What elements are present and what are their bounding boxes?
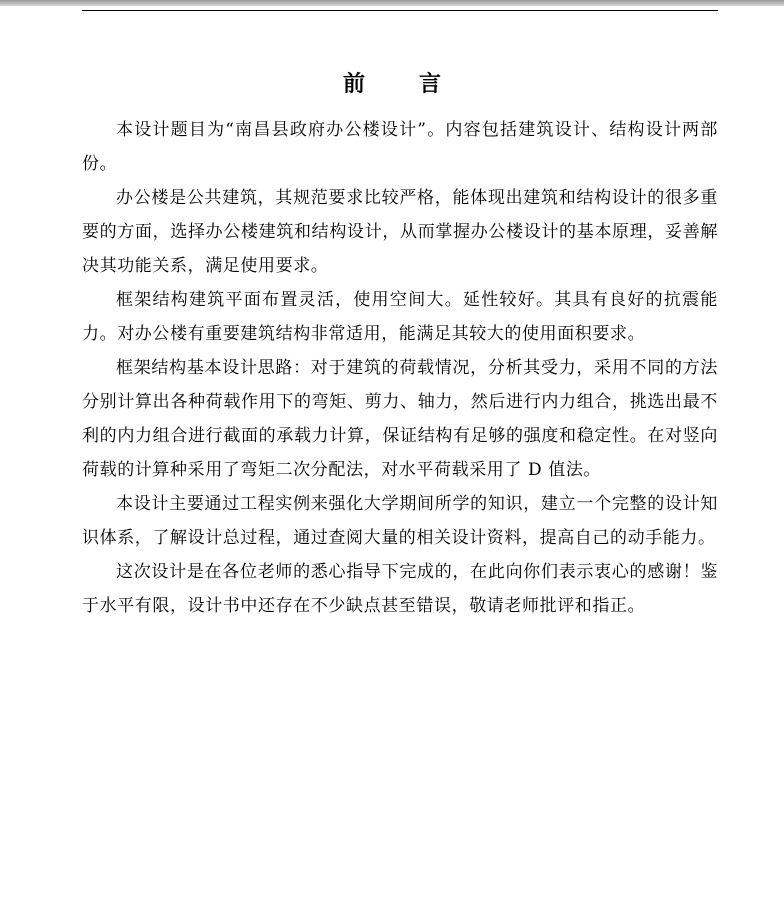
paragraph-1: 本设计题目为“南昌县政府办公楼设计”。内容包括建筑设计、结构设计两部份。 (82, 120, 718, 174)
window-top-strip (0, 0, 784, 6)
header-rule (82, 10, 718, 11)
page-title: 前言 (342, 71, 495, 97)
paragraph-3: 框架结构建筑平面布置灵活，使用空间大。延性较好。其具有良好的抗震能力。对办公楼有重要建筑结构非常适用，能满足其较大的使用面积要求。 (82, 290, 718, 344)
paragraph-4: 框架结构基本设计思路：对于建筑的荷载情况，分析其受力，采用不同的方法分别计算出各种荷载作用下的弯矩、剪力、轴力，然后进行内力组合，挑选出最不利的内力组合进行截面的承载力计算，保证结构有足够的强度和稳定性。在对竖向荷载的计算种采用了弯矩二次分配法，对水平荷载采用了 D 值法。 (82, 358, 718, 480)
paragraph-6: 这次设计是在各位老师的悉心指导下完成的，在此向你们表示衷心的感谢！鉴于水平有限，设计书中还存在不少缺点甚至错误，敬请老师批评和指正。 (82, 562, 718, 616)
paragraph-2: 办公楼是公共建筑，其规范要求比较严格，能体现出建筑和结构设计的很多重要的方面，选择办公楼建筑和结构设计，从而掌握办公楼设计的基本原理，妥善解决其功能关系，满足使用要求。 (82, 188, 718, 276)
document-body (82, 113, 718, 623)
paragraph-5: 本设计主要通过工程实例来强化大学期间所学的知识，建立一个完整的设计知识体系，了解设计总过程，通过查阅大量的相关设计资料，提高自己的动手能力。 (82, 494, 718, 548)
